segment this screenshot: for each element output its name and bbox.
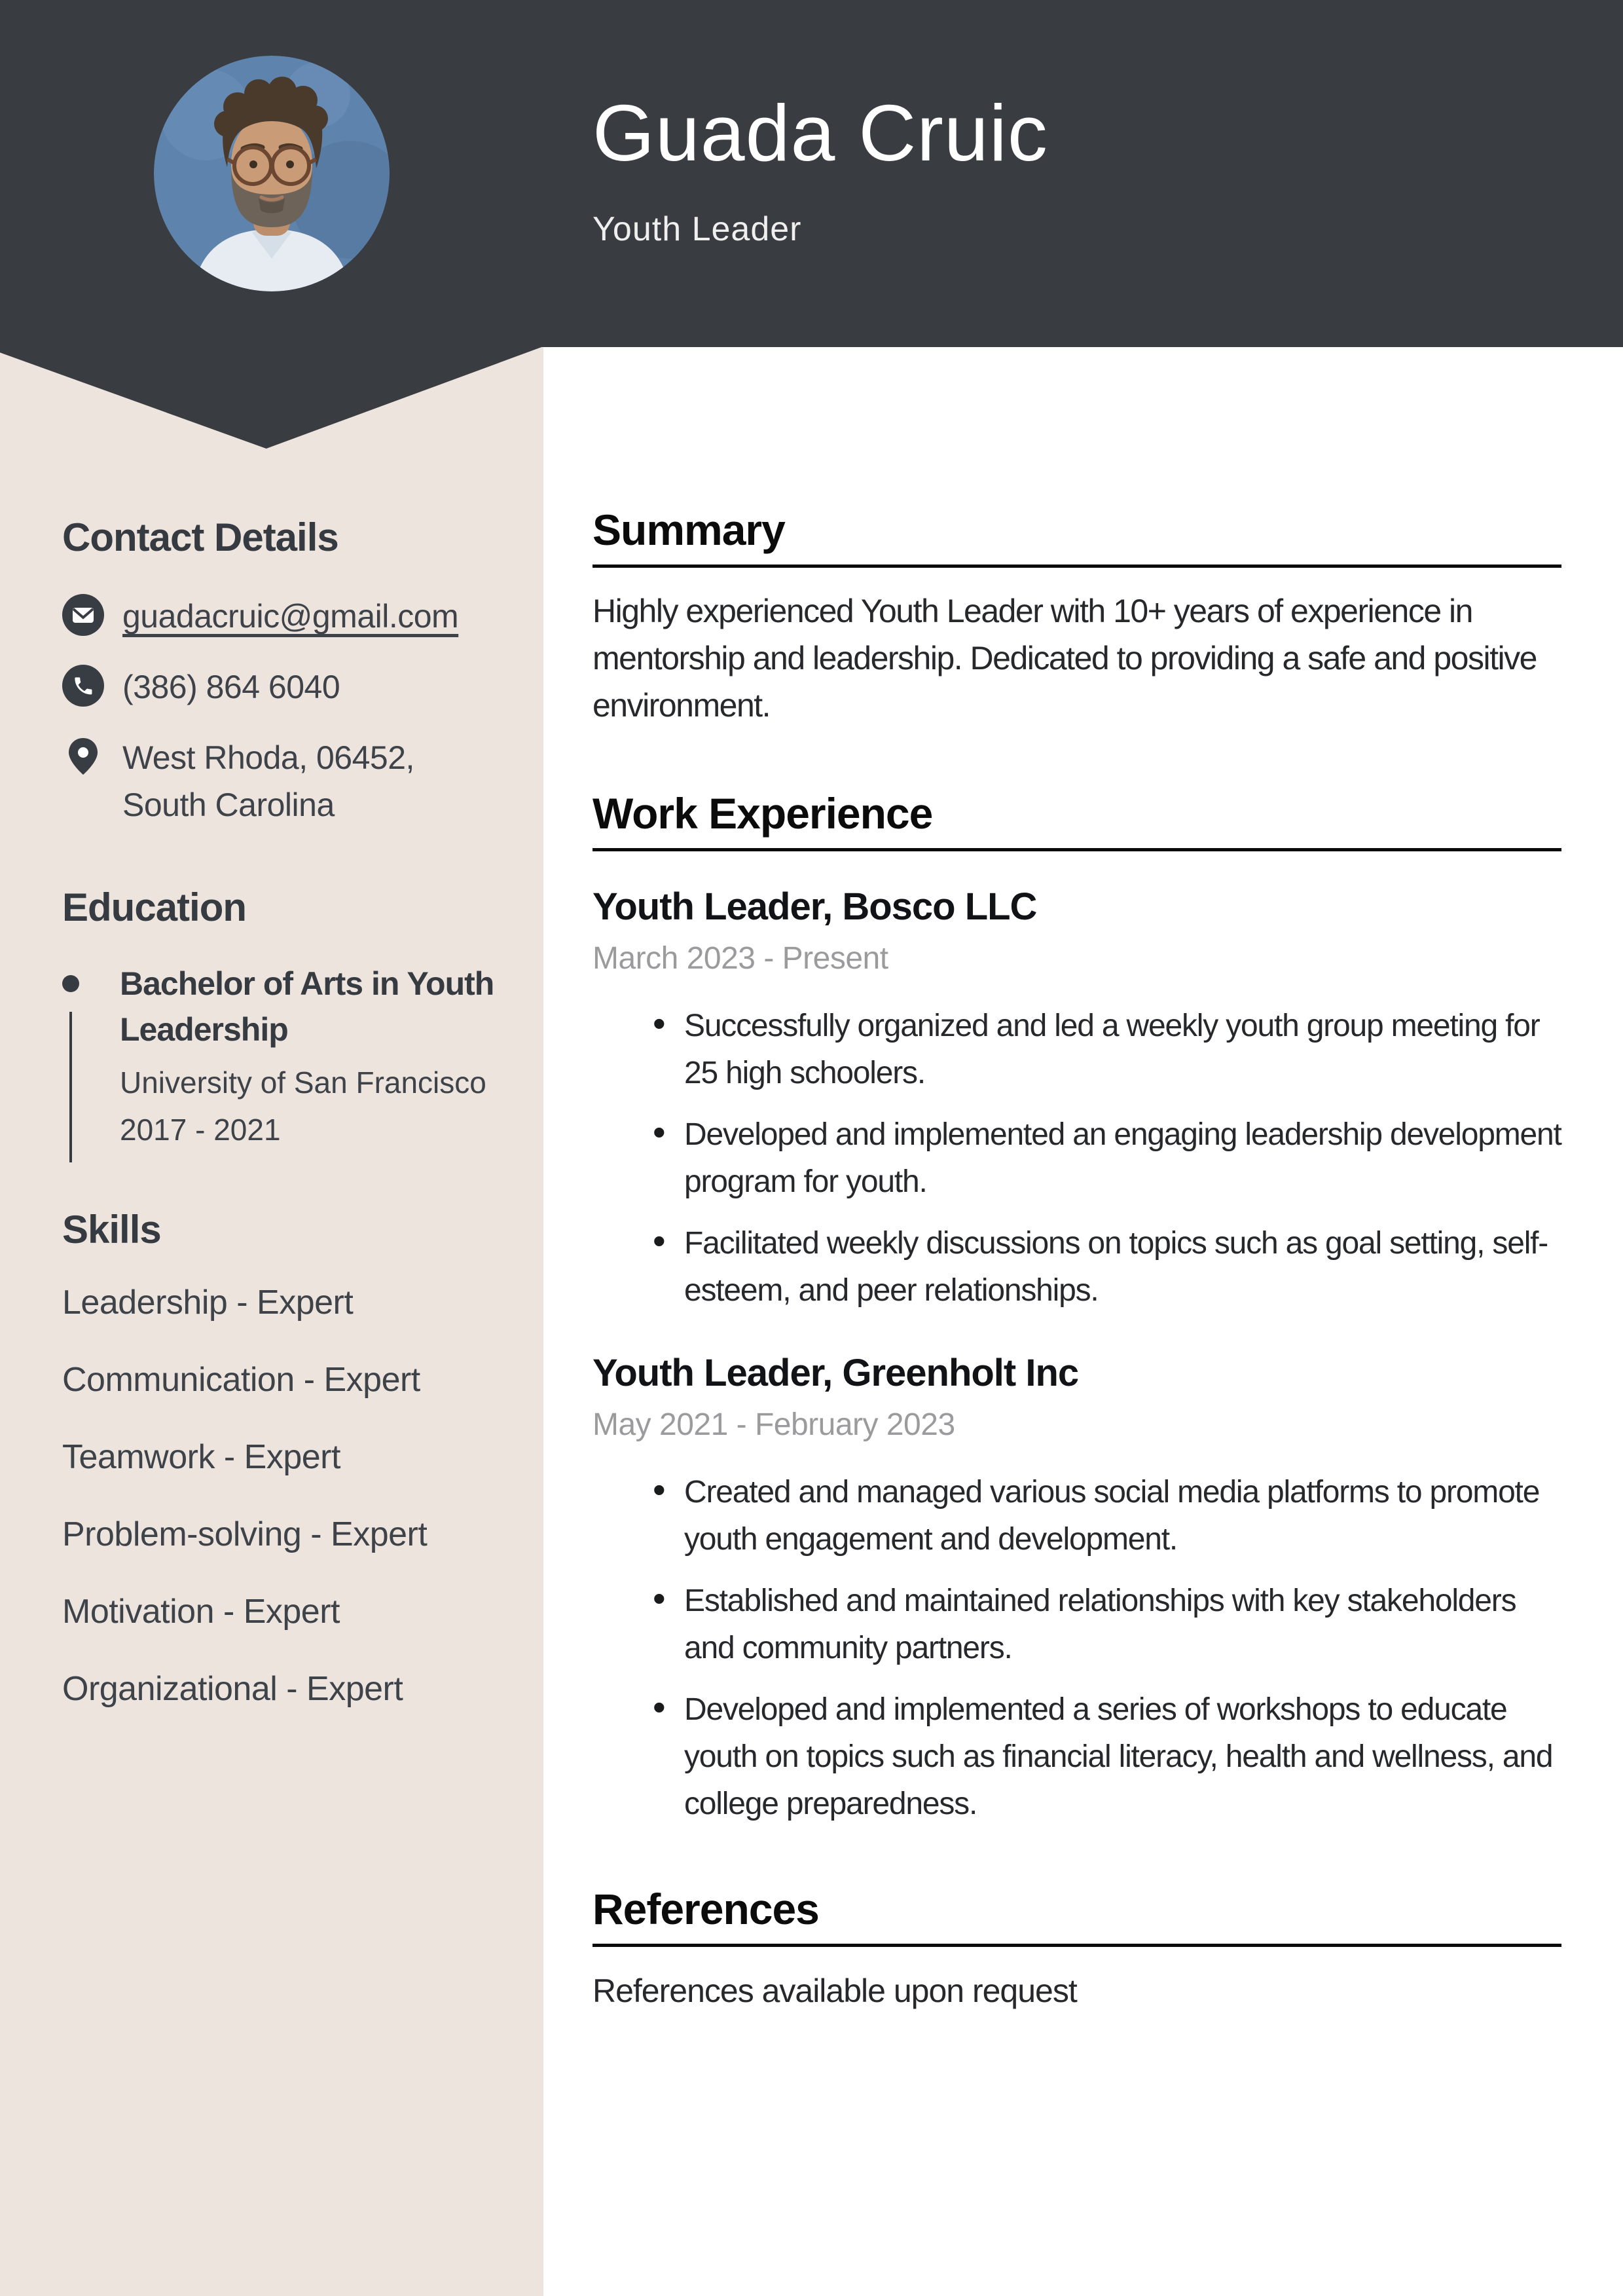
job-bullet: • Facilitated weekly discussions on topics such as goal setting, self-esteem, and peer relationships. [593, 1220, 1561, 1314]
person-name: Guada Cruic [593, 88, 1048, 177]
work-experience-heading: Work Experience [593, 789, 933, 838]
contact-details-heading: Contact Details [62, 515, 338, 559]
education-timeline-marker [62, 961, 120, 1151]
work-experience-divider [593, 848, 1561, 851]
contact-row-address [62, 734, 494, 828]
skills-list [62, 1283, 494, 1709]
job-title: Youth Leader, Greenholt Inc [593, 1352, 1079, 1394]
skill-item: Communication - Expert [62, 1361, 420, 1399]
email-link[interactable]: guadacruic@gmail.com [122, 598, 459, 635]
skill-item: Problem-solving - Expert [62, 1515, 428, 1553]
skill-item: Teamwork - Expert [62, 1438, 340, 1476]
address-text: West Rhoda, 06452, South Carolina [122, 739, 414, 823]
skill-item: Leadership - Expert [62, 1284, 354, 1322]
contact-row-email [62, 593, 494, 640]
job-dates: May 2021 - February 2023 [593, 1407, 955, 1442]
phone-icon [62, 665, 104, 707]
education-degree: Bachelor of Arts in Youth Leadership [120, 965, 494, 1048]
contact-list [62, 593, 494, 828]
education-years: 2017 - 2021 [120, 1113, 281, 1147]
summary-heading: Summary [593, 506, 785, 554]
main-content [593, 504, 1561, 2010]
contact-row-phone [62, 663, 494, 711]
skills-heading: Skills [62, 1208, 161, 1251]
education-entry [62, 961, 494, 1151]
job-bullet: • Successfully organized and led a weekly youth group meeting for 25 high schoolers. [593, 1003, 1561, 1097]
job-entry-bosco [593, 884, 1561, 1314]
timeline-dot [62, 975, 79, 992]
references-text: References available upon request [593, 1972, 1077, 2009]
references-section [593, 1883, 1561, 2010]
education-heading: Education [62, 885, 247, 929]
job-bullet: • Developed and implemented a series of workshops to educate youth on topics such as financial literacy, health and wellness, and college preparedness. [593, 1686, 1561, 1828]
job-entry-greenholt [593, 1350, 1561, 1828]
location-icon [62, 735, 104, 777]
references-divider [593, 1944, 1561, 1947]
references-heading: References [593, 1885, 819, 1933]
sidebar [62, 514, 494, 1747]
skill-item: Organizational - Expert [62, 1670, 403, 1708]
summary-divider [593, 565, 1561, 568]
job-title: Youth Leader, Bosco LLC [593, 885, 1037, 928]
job-bullet-list [593, 1003, 1561, 1314]
skill-item: Motivation - Expert [62, 1593, 340, 1631]
phone-number: (386) 864 6040 [122, 669, 340, 705]
job-bullet: • Established and maintained relationships with key stakeholders and community partners. [593, 1578, 1561, 1672]
education-school: University of San Francisco [120, 1065, 486, 1100]
job-bullet: • Created and managed various social media platforms to promote youth engagement and development. [593, 1469, 1561, 1563]
summary-text: Highly experienced Youth Leader with 10+ years of experience in mentorship and leadership. Dedicated to providing a safe and positive environment. [593, 593, 1537, 724]
avatar [154, 56, 390, 291]
person-job-title: Youth Leader [593, 210, 802, 248]
timeline-line [69, 1012, 72, 1162]
header [593, 84, 1048, 249]
avatar-illustration [154, 56, 390, 291]
summary-section [593, 504, 1561, 729]
job-bullet-list [593, 1469, 1561, 1828]
work-experience-section [593, 788, 1561, 1828]
job-bullet: • Developed and implemented an engaging leadership development program for youth. [593, 1111, 1561, 1206]
job-dates: March 2023 - Present [593, 941, 888, 976]
email-icon [62, 594, 104, 636]
